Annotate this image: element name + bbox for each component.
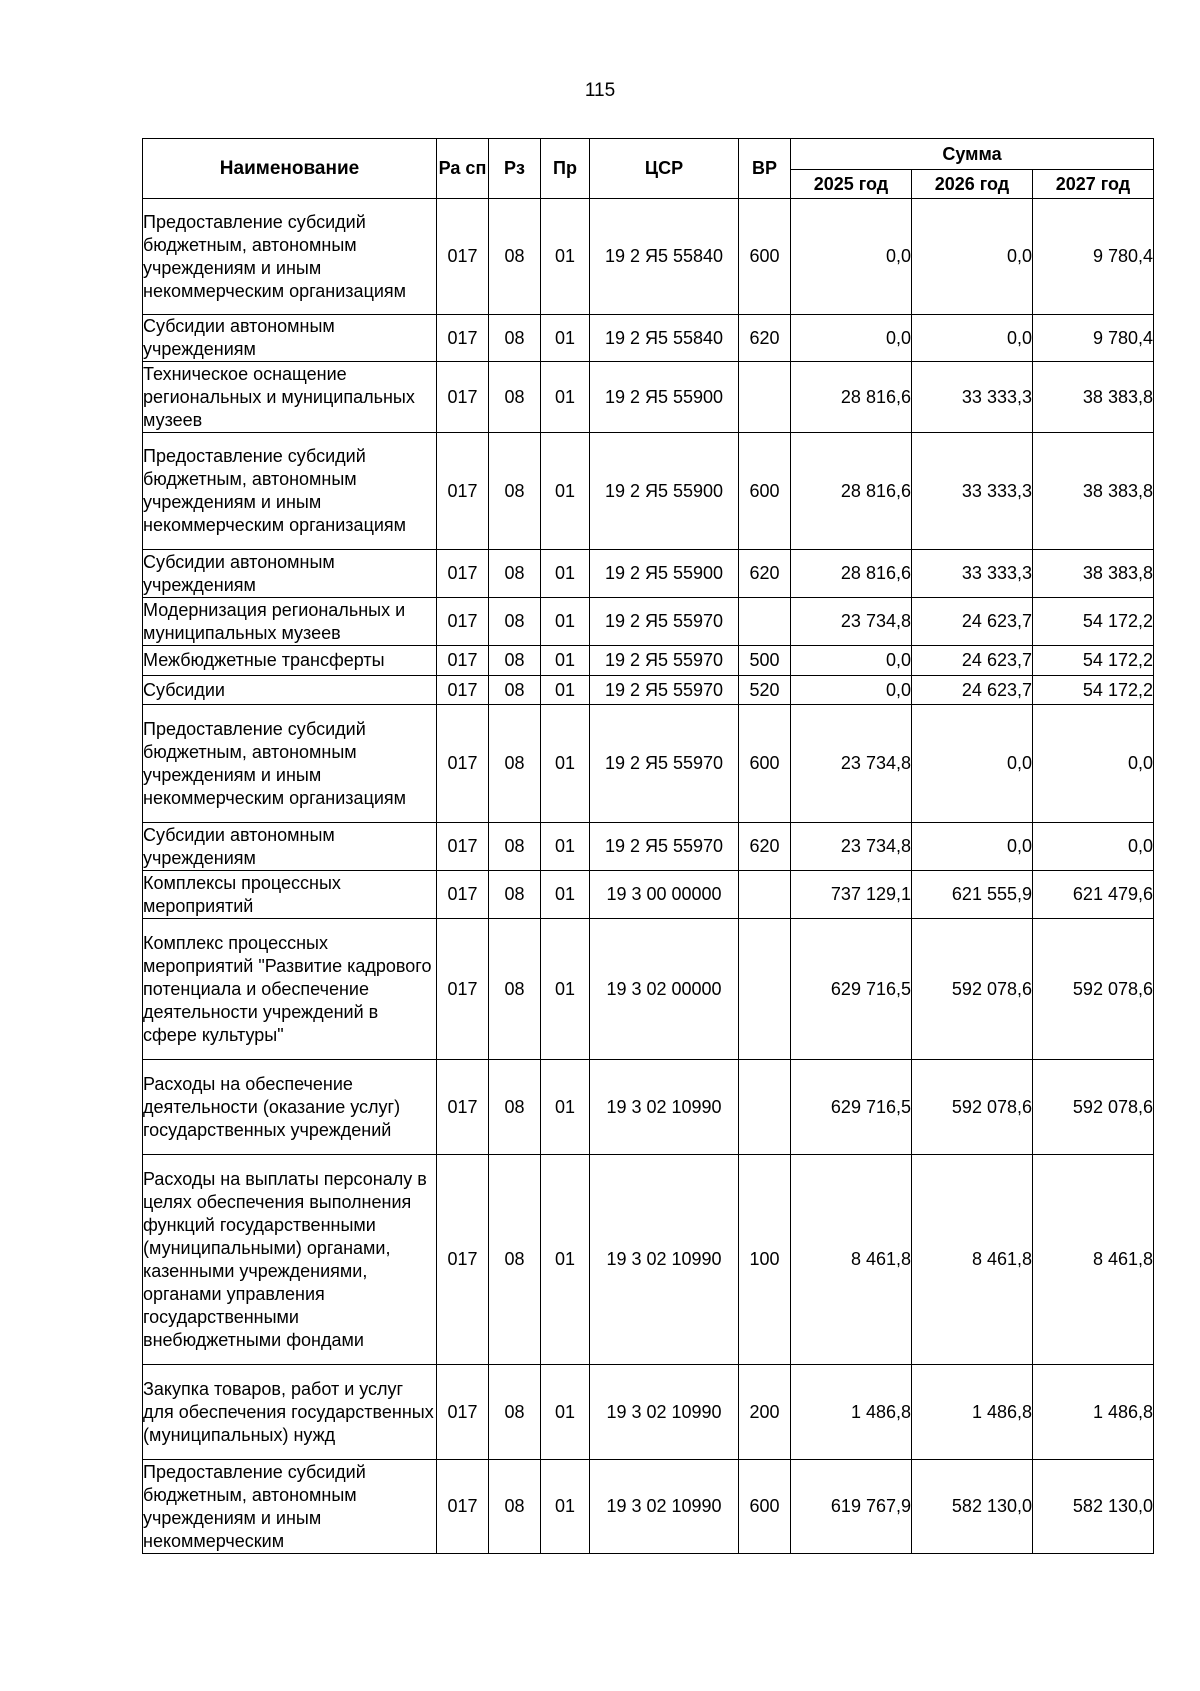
row-2027: 582 130,0 bbox=[1033, 1460, 1154, 1554]
row-rz: 08 bbox=[489, 823, 541, 871]
row-csr: 19 2 Я5 55970 bbox=[590, 676, 739, 705]
row-vr: 600 bbox=[739, 1460, 791, 1554]
row-rz: 08 bbox=[489, 315, 541, 362]
row-name: Предоставление субсидий бюджетным, автономным учреждениям и иным некоммерческим организациям bbox=[143, 433, 437, 550]
table-row bbox=[143, 1155, 1154, 1365]
row-2025: 619 767,9 bbox=[791, 1460, 912, 1554]
page-number: 115 bbox=[584, 80, 616, 101]
row-2027: 9 780,4 bbox=[1033, 199, 1154, 315]
row-vr bbox=[739, 1060, 791, 1155]
row-name: Межбюджетные трансферты bbox=[143, 646, 437, 676]
row-name: Предоставление субсидий бюджетным, автономным учреждениям и иным некоммерческим bbox=[143, 1460, 437, 1554]
row-pr: 01 bbox=[541, 199, 590, 315]
row-rasp: 017 bbox=[437, 1460, 489, 1554]
row-name: Расходы на обеспечение деятельности (оказание услуг) государственных учреждений bbox=[143, 1060, 437, 1155]
row-csr: 19 2 Я5 55970 bbox=[590, 598, 739, 646]
row-vr: 520 bbox=[739, 676, 791, 705]
row-rasp: 017 bbox=[437, 1365, 489, 1460]
row-name: Субсидии автономным учреждениям bbox=[143, 550, 437, 598]
row-2025: 23 734,8 bbox=[791, 705, 912, 823]
row-2027: 38 383,8 bbox=[1033, 433, 1154, 550]
row-name: Комплекс процессных мероприятий "Развитие кадрового потенциала и обеспечение деятельности учреждений в сфере культуры" bbox=[143, 919, 437, 1060]
row-pr: 01 bbox=[541, 646, 590, 676]
header-rasp: Ра сп bbox=[437, 139, 489, 199]
row-name: Модернизация региональных и муниципальных музеев bbox=[143, 598, 437, 646]
row-rasp: 017 bbox=[437, 362, 489, 433]
table-row bbox=[143, 919, 1154, 1060]
row-rasp: 017 bbox=[437, 919, 489, 1060]
row-2025: 0,0 bbox=[791, 199, 912, 315]
row-rz: 08 bbox=[489, 919, 541, 1060]
row-csr: 19 2 Я5 55900 bbox=[590, 433, 739, 550]
row-2025: 28 816,6 bbox=[791, 433, 912, 550]
table-row bbox=[143, 1060, 1154, 1155]
row-rasp: 017 bbox=[437, 433, 489, 550]
row-2026: 33 333,3 bbox=[912, 433, 1033, 550]
row-2026: 0,0 bbox=[912, 705, 1033, 823]
table-row bbox=[143, 646, 1154, 676]
row-pr: 01 bbox=[541, 823, 590, 871]
row-rasp: 017 bbox=[437, 1060, 489, 1155]
row-rz: 08 bbox=[489, 1155, 541, 1365]
row-csr: 19 3 02 10990 bbox=[590, 1365, 739, 1460]
row-2025: 0,0 bbox=[791, 676, 912, 705]
row-rz: 08 bbox=[489, 676, 541, 705]
row-pr: 01 bbox=[541, 919, 590, 1060]
row-2027: 54 172,2 bbox=[1033, 676, 1154, 705]
row-name: Закупка товаров, работ и услуг для обеспечения государственных (муниципальных) нужд bbox=[143, 1365, 437, 1460]
row-rz: 08 bbox=[489, 199, 541, 315]
row-2025: 23 734,8 bbox=[791, 598, 912, 646]
row-rasp: 017 bbox=[437, 646, 489, 676]
row-2025: 629 716,5 bbox=[791, 1060, 912, 1155]
row-csr: 19 2 Я5 55900 bbox=[590, 550, 739, 598]
header-vr: ВР bbox=[739, 139, 791, 199]
row-name: Субсидии автономным учреждениям bbox=[143, 315, 437, 362]
row-2026: 33 333,3 bbox=[912, 550, 1033, 598]
row-pr: 01 bbox=[541, 1060, 590, 1155]
row-rasp: 017 bbox=[437, 315, 489, 362]
row-2026: 33 333,3 bbox=[912, 362, 1033, 433]
row-vr: 500 bbox=[739, 646, 791, 676]
table-row bbox=[143, 199, 1154, 315]
row-vr bbox=[739, 362, 791, 433]
row-pr: 01 bbox=[541, 362, 590, 433]
row-csr: 19 3 02 10990 bbox=[590, 1155, 739, 1365]
row-2027: 0,0 bbox=[1033, 823, 1154, 871]
row-2025: 737 129,1 bbox=[791, 871, 912, 919]
table-row bbox=[143, 676, 1154, 705]
row-csr: 19 3 02 10990 bbox=[590, 1460, 739, 1554]
row-2026: 24 623,7 bbox=[912, 676, 1033, 705]
row-pr: 01 bbox=[541, 1365, 590, 1460]
table-row bbox=[143, 1460, 1154, 1554]
row-2026: 24 623,7 bbox=[912, 646, 1033, 676]
row-csr: 19 2 Я5 55970 bbox=[590, 823, 739, 871]
row-2025: 629 716,5 bbox=[791, 919, 912, 1060]
budget-table bbox=[142, 138, 1154, 1554]
row-vr: 600 bbox=[739, 199, 791, 315]
header-csr: ЦСР bbox=[590, 139, 739, 199]
row-pr: 01 bbox=[541, 550, 590, 598]
row-name: Предоставление субсидий бюджетным, автономным учреждениям и иным некоммерческим организациям bbox=[143, 199, 437, 315]
row-vr: 620 bbox=[739, 550, 791, 598]
row-rasp: 017 bbox=[437, 705, 489, 823]
row-rz: 08 bbox=[489, 705, 541, 823]
header-rz: Рз bbox=[489, 139, 541, 199]
row-vr: 600 bbox=[739, 433, 791, 550]
row-2026: 592 078,6 bbox=[912, 1060, 1033, 1155]
row-rz: 08 bbox=[489, 362, 541, 433]
row-rz: 08 bbox=[489, 550, 541, 598]
row-2026: 0,0 bbox=[912, 315, 1033, 362]
row-rasp: 017 bbox=[437, 199, 489, 315]
row-rasp: 017 bbox=[437, 550, 489, 598]
row-rz: 08 bbox=[489, 871, 541, 919]
row-2025: 23 734,8 bbox=[791, 823, 912, 871]
row-name: Субсидии автономным учреждениям bbox=[143, 823, 437, 871]
row-vr: 600 bbox=[739, 705, 791, 823]
row-pr: 01 bbox=[541, 871, 590, 919]
row-rasp: 017 bbox=[437, 871, 489, 919]
row-rz: 08 bbox=[489, 1365, 541, 1460]
row-rz: 08 bbox=[489, 1460, 541, 1554]
header-sum: Сумма bbox=[791, 139, 1154, 170]
row-pr: 01 bbox=[541, 598, 590, 646]
row-2027: 0,0 bbox=[1033, 705, 1154, 823]
row-2027: 621 479,6 bbox=[1033, 871, 1154, 919]
row-2026: 8 461,8 bbox=[912, 1155, 1033, 1365]
row-vr: 100 bbox=[739, 1155, 791, 1365]
row-2026: 0,0 bbox=[912, 199, 1033, 315]
row-2027: 8 461,8 bbox=[1033, 1155, 1154, 1365]
row-rasp: 017 bbox=[437, 1155, 489, 1365]
row-2026: 1 486,8 bbox=[912, 1365, 1033, 1460]
row-rasp: 017 bbox=[437, 598, 489, 646]
row-2026: 621 555,9 bbox=[912, 871, 1033, 919]
row-2025: 28 816,6 bbox=[791, 362, 912, 433]
row-vr bbox=[739, 598, 791, 646]
row-rz: 08 bbox=[489, 433, 541, 550]
row-name: Комплексы процессных мероприятий bbox=[143, 871, 437, 919]
table-row bbox=[143, 823, 1154, 871]
row-2026: 592 078,6 bbox=[912, 919, 1033, 1060]
row-vr: 620 bbox=[739, 315, 791, 362]
row-rz: 08 bbox=[489, 646, 541, 676]
row-csr: 19 2 Я5 55900 bbox=[590, 362, 739, 433]
row-csr: 19 2 Я5 55970 bbox=[590, 646, 739, 676]
row-vr: 200 bbox=[739, 1365, 791, 1460]
row-pr: 01 bbox=[541, 705, 590, 823]
table-row bbox=[143, 1365, 1154, 1460]
row-name: Расходы на выплаты персоналу в целях обеспечения выполнения функций государственными (муниципальными) органами, казенными учреждениями, органами управления государственными внебюджетными фондами bbox=[143, 1155, 437, 1365]
header-year-2025: 2025 год bbox=[791, 170, 912, 199]
row-csr: 19 3 02 10990 bbox=[590, 1060, 739, 1155]
row-2026: 24 623,7 bbox=[912, 598, 1033, 646]
row-2027: 592 078,6 bbox=[1033, 919, 1154, 1060]
row-rz: 08 bbox=[489, 1060, 541, 1155]
row-csr: 19 3 00 00000 bbox=[590, 871, 739, 919]
row-2025: 8 461,8 bbox=[791, 1155, 912, 1365]
header-pr: Пр bbox=[541, 139, 590, 199]
row-2027: 38 383,8 bbox=[1033, 550, 1154, 598]
row-2027: 38 383,8 bbox=[1033, 362, 1154, 433]
table-row bbox=[143, 705, 1154, 823]
row-2027: 9 780,4 bbox=[1033, 315, 1154, 362]
row-2027: 1 486,8 bbox=[1033, 1365, 1154, 1460]
table-row bbox=[143, 362, 1154, 433]
table-row bbox=[143, 433, 1154, 550]
row-pr: 01 bbox=[541, 1460, 590, 1554]
row-csr: 19 3 02 00000 bbox=[590, 919, 739, 1060]
header-name: Наименование bbox=[143, 139, 437, 199]
row-2027: 592 078,6 bbox=[1033, 1060, 1154, 1155]
row-2025: 1 486,8 bbox=[791, 1365, 912, 1460]
table-row bbox=[143, 550, 1154, 598]
row-pr: 01 bbox=[541, 433, 590, 550]
table-row bbox=[143, 315, 1154, 362]
row-2027: 54 172,2 bbox=[1033, 598, 1154, 646]
row-2025: 0,0 bbox=[791, 646, 912, 676]
row-2026: 0,0 bbox=[912, 823, 1033, 871]
row-rasp: 017 bbox=[437, 823, 489, 871]
row-2025: 0,0 bbox=[791, 315, 912, 362]
row-rasp: 017 bbox=[437, 676, 489, 705]
row-name: Техническое оснащение региональных и муниципальных музеев bbox=[143, 362, 437, 433]
header-year-2026: 2026 год bbox=[912, 170, 1033, 199]
header-year-2027: 2027 год bbox=[1033, 170, 1154, 199]
row-csr: 19 2 Я5 55970 bbox=[590, 705, 739, 823]
row-vr bbox=[739, 919, 791, 1060]
row-2025: 28 816,6 bbox=[791, 550, 912, 598]
table-row bbox=[143, 598, 1154, 646]
row-pr: 01 bbox=[541, 676, 590, 705]
row-2026: 582 130,0 bbox=[912, 1460, 1033, 1554]
row-name: Субсидии bbox=[143, 676, 437, 705]
table-row bbox=[143, 871, 1154, 919]
row-name: Предоставление субсидий бюджетным, автономным учреждениям и иным некоммерческим организациям bbox=[143, 705, 437, 823]
row-pr: 01 bbox=[541, 1155, 590, 1365]
row-csr: 19 2 Я5 55840 bbox=[590, 199, 739, 315]
row-vr bbox=[739, 871, 791, 919]
row-csr: 19 2 Я5 55840 bbox=[590, 315, 739, 362]
row-2027: 54 172,2 bbox=[1033, 646, 1154, 676]
row-pr: 01 bbox=[541, 315, 590, 362]
row-rz: 08 bbox=[489, 598, 541, 646]
row-vr: 620 bbox=[739, 823, 791, 871]
